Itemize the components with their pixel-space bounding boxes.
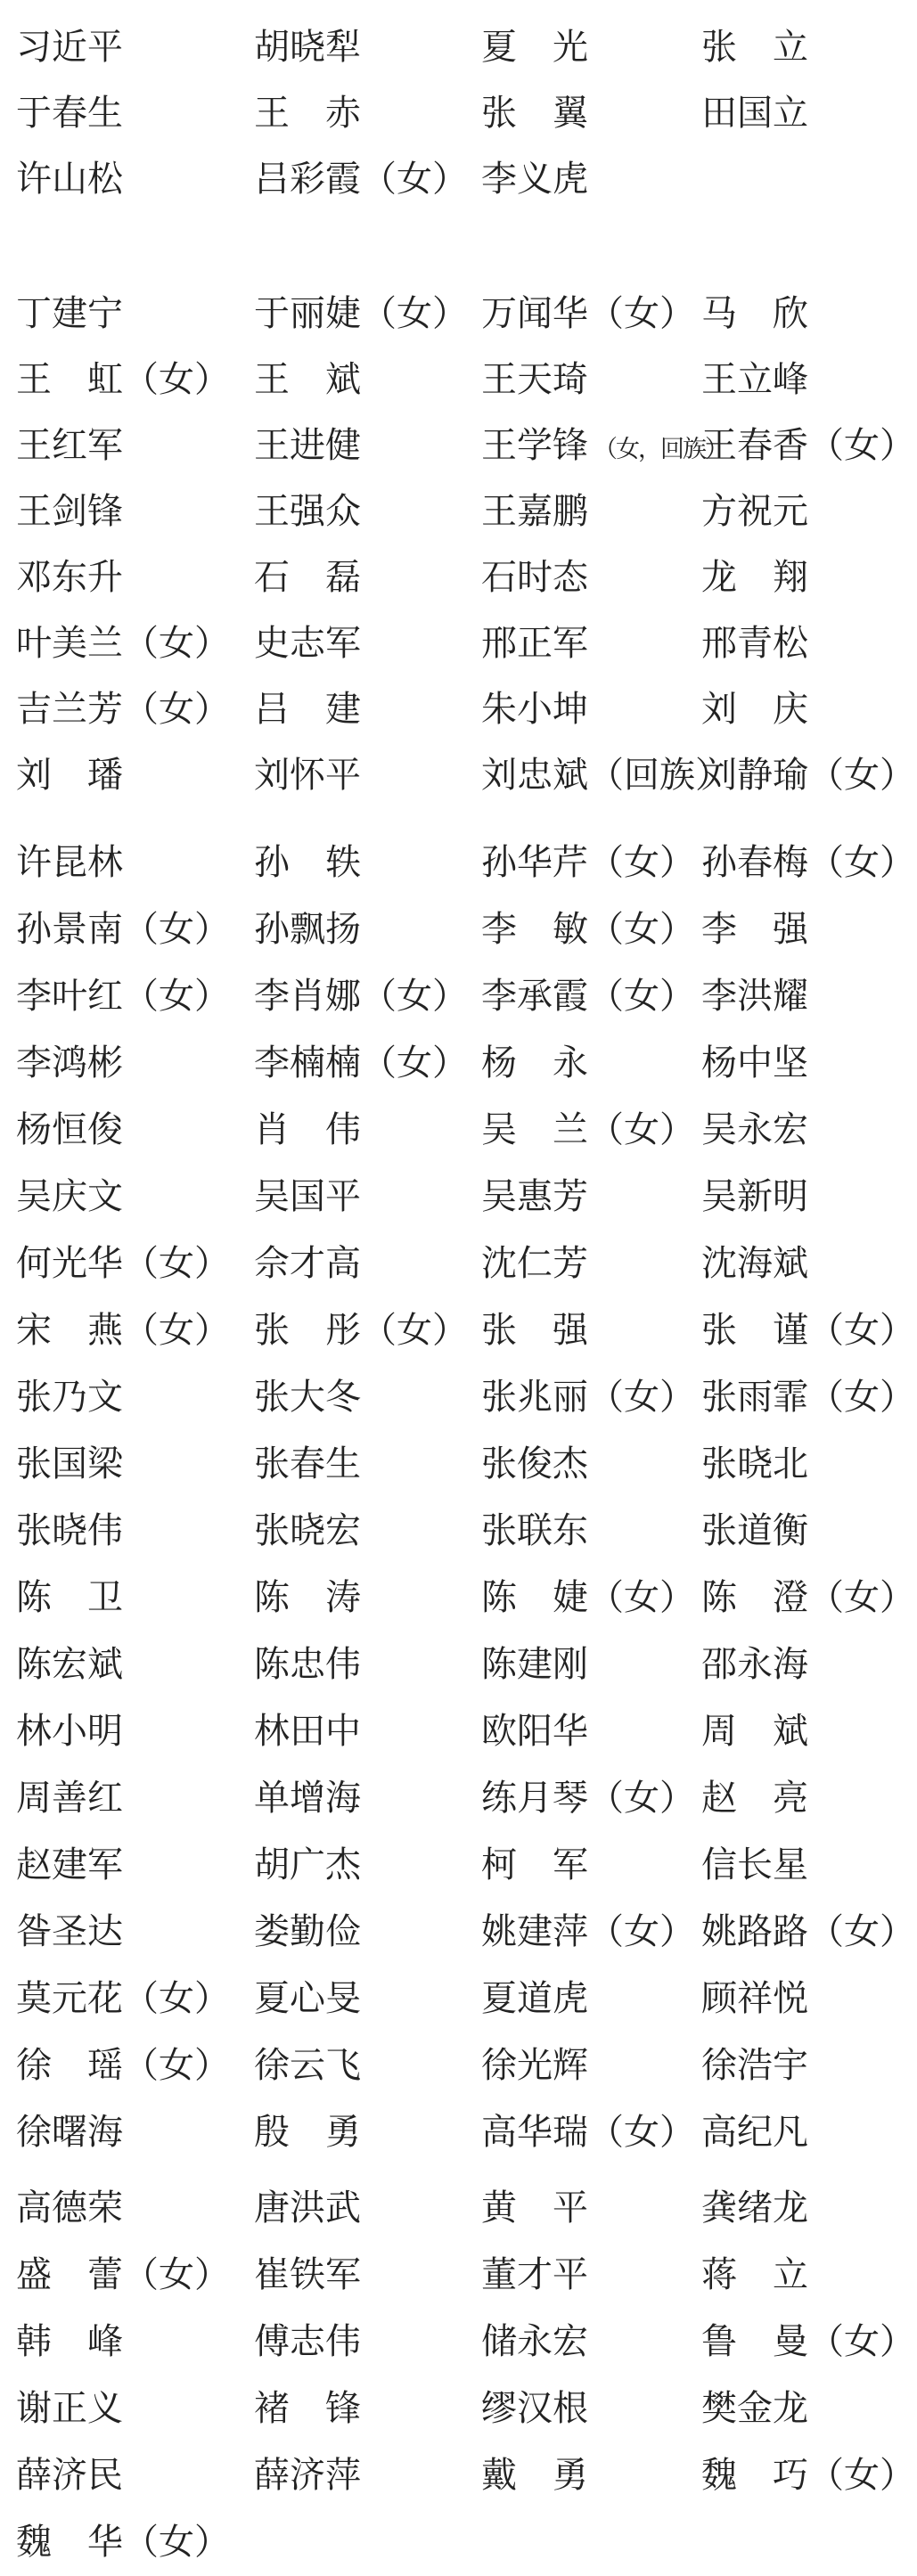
- name-cell: 夏心旻: [254, 1977, 361, 2018]
- name-cell: 沈海斌: [701, 1242, 808, 1283]
- name-row: [0, 1697, 917, 1764]
- name-cell: 练月琴（女）: [481, 1777, 695, 1818]
- name-cell: 吴永宏: [701, 1108, 808, 1149]
- name-cell: 缪汉根: [481, 2387, 588, 2428]
- name-cell: 殷 勇: [254, 2111, 361, 2152]
- name-row: [0, 962, 917, 1029]
- name-cell: 胡广杰: [254, 1844, 361, 1885]
- name-cell: 李承霞（女）: [481, 975, 695, 1016]
- name-cell: 薛济萍: [254, 2454, 361, 2495]
- name-cell: 薛济民: [16, 2454, 123, 2495]
- name-cell: 丁建宁: [16, 293, 123, 333]
- name-cell: 田国立: [701, 93, 808, 133]
- name-cell: 谢正义: [16, 2387, 123, 2428]
- name-cell: 张道衡: [701, 1509, 808, 1550]
- name-cell: 张 彤（女）: [254, 1309, 468, 1350]
- name-row: [0, 413, 917, 478]
- name-cell: 吴 兰（女）: [481, 1108, 695, 1149]
- name-row: [0, 2308, 917, 2375]
- name-cell: 陈忠伟: [254, 1643, 361, 1684]
- name-cell: 李义虎: [481, 159, 588, 199]
- name-cell: 马 欣: [701, 293, 808, 333]
- name-cell: 王天琦: [481, 359, 588, 399]
- name-cell: 姚建萍（女）: [481, 1910, 695, 1951]
- name-cell: 黄 平: [481, 2187, 588, 2228]
- person-name: 王学锋: [481, 425, 588, 465]
- name-row: [0, 1296, 917, 1363]
- name-cell: 孙飘扬: [254, 908, 361, 949]
- name-cell: 王春香（女）: [701, 425, 915, 465]
- name-cell: 杨中坚: [701, 1042, 808, 1083]
- name-cell: 欧阳华: [481, 1710, 588, 1751]
- name-row: [0, 544, 917, 610]
- name-cell: 赵建军: [16, 1844, 123, 1885]
- name-row: [0, 1965, 917, 2032]
- name-cell: 胡晓犁: [254, 27, 361, 67]
- name-cell: 单增海: [254, 1777, 361, 1818]
- name-row: [0, 2508, 917, 2575]
- name-cell: 鲁 曼（女）: [701, 2320, 915, 2361]
- name-row: [0, 2241, 917, 2308]
- name-cell: 邵永海: [701, 1643, 808, 1684]
- name-cell: 陈宏斌: [16, 1643, 123, 1684]
- name-cell: 张兆丽（女）: [481, 1376, 695, 1417]
- name-row: [0, 1363, 917, 1430]
- name-cell: 沈仁芳: [481, 1242, 588, 1283]
- name-cell: 许昆林: [16, 841, 123, 882]
- name-cell: 王 虹（女）: [16, 359, 230, 399]
- name-row: [0, 1898, 917, 1965]
- name-row: [0, 610, 917, 676]
- name-cell: 邢正军: [481, 623, 588, 663]
- name-cell: 徐浩宇: [701, 2044, 808, 2085]
- name-cell: 张俊杰: [481, 1443, 588, 1484]
- name-cell: 娄勤俭: [254, 1910, 361, 1951]
- name-cell: [481, 425, 727, 465]
- name-row: [0, 80, 917, 146]
- name-section-3: [0, 829, 917, 2165]
- name-cell: 王剑锋: [16, 491, 123, 531]
- name-section-4: [0, 2174, 917, 2575]
- name-cell: 杨恒俊: [16, 1108, 123, 1149]
- name-row: [0, 1163, 917, 1230]
- name-cell: 徐云飞: [254, 2044, 361, 2085]
- name-cell: 张乃文: [16, 1376, 123, 1417]
- name-row: [0, 1430, 917, 1497]
- name-cell: 徐曙海: [16, 2111, 123, 2152]
- name-cell: 王立峰: [701, 359, 808, 399]
- name-cell: 王 斌: [254, 359, 361, 399]
- name-cell: 陈 卫: [16, 1576, 123, 1617]
- name-cell: 魏 华（女）: [16, 2521, 230, 2562]
- name-cell: 顾祥悦: [701, 1977, 808, 2018]
- name-cell: 褚 锋: [254, 2387, 361, 2428]
- name-cell: 林田中: [254, 1710, 361, 1751]
- name-cell: 邢青松: [701, 623, 808, 663]
- name-cell: 张 翼: [481, 93, 588, 133]
- name-cell: 徐光辉: [481, 2044, 588, 2085]
- name-cell: 张大冬: [254, 1376, 361, 1417]
- name-cell: 徐 瑶（女）: [16, 2044, 230, 2085]
- gender-ethnic-note: （女，回族）: [594, 436, 727, 462]
- name-cell: 陈 澄（女）: [701, 1576, 915, 1617]
- name-cell: 姚路路（女）: [701, 1910, 915, 1951]
- name-row: [0, 2174, 917, 2241]
- name-cell: 董才平: [481, 2253, 588, 2294]
- name-cell: 孙春梅（女）: [701, 841, 915, 882]
- name-cell: 樊金龙: [701, 2387, 808, 2428]
- name-cell: 刘怀平: [254, 755, 361, 795]
- name-row: [0, 2098, 917, 2165]
- name-cell: 杨 永: [481, 1042, 588, 1083]
- name-cell: 李楠楠（女）: [254, 1042, 468, 1083]
- name-cell: 吴国平: [254, 1175, 361, 1216]
- name-cell: 夏道虎: [481, 1977, 588, 2018]
- name-cell: 史志军: [254, 623, 361, 663]
- name-cell: 信长星: [701, 1844, 808, 1885]
- name-cell: 许山松: [16, 159, 123, 199]
- name-cell: 高华瑞（女）: [481, 2111, 695, 2152]
- name-cell: 储永宏: [481, 2320, 588, 2361]
- name-cell: 高德荣: [16, 2187, 123, 2228]
- name-cell: 邓东升: [16, 557, 123, 597]
- name-cell: 何光华（女）: [16, 1242, 230, 1283]
- name-cell: 吉兰芳（女）: [16, 689, 230, 729]
- name-cell: 吕 建: [254, 689, 361, 729]
- name-cell: 高纪凡: [701, 2111, 808, 2152]
- name-cell: 万闻华（女）: [481, 293, 695, 333]
- name-cell: 肖 伟: [254, 1108, 361, 1149]
- name-row: [0, 146, 917, 212]
- name-cell: 崔铁军: [254, 2253, 361, 2294]
- name-cell: 李 敏（女）: [481, 908, 695, 949]
- name-cell: 刘 璠: [16, 755, 123, 795]
- name-section-2: [0, 281, 917, 808]
- name-section-1: [0, 0, 917, 212]
- name-cell: 孙 轶: [254, 841, 361, 882]
- name-cell: 吴惠芳: [481, 1175, 588, 1216]
- name-cell: 吴庆文: [16, 1175, 123, 1216]
- name-cell: 刘静瑜（女）: [701, 755, 915, 795]
- name-cell: 李肖娜（女）: [254, 975, 468, 1016]
- name-cell: 张 谨（女）: [701, 1309, 915, 1350]
- name-cell: 夏 光: [481, 27, 588, 67]
- name-row: [0, 1764, 917, 1831]
- name-cell: 张 立: [701, 27, 808, 67]
- name-cell: 傅志伟: [254, 2320, 361, 2361]
- name-row: [0, 1831, 917, 1898]
- name-cell: 唐洪武: [254, 2187, 361, 2228]
- name-row: [0, 829, 917, 895]
- name-cell: 魏 巧（女）: [701, 2454, 915, 2495]
- name-cell: 李鸿彬: [16, 1042, 123, 1083]
- name-cell: 盛 蕾（女）: [16, 2253, 230, 2294]
- name-cell: 吕彩霞（女）: [254, 159, 468, 199]
- name-cell: 王强众: [254, 491, 361, 531]
- name-cell: 于丽婕（女）: [254, 293, 468, 333]
- name-row: [0, 1497, 917, 1564]
- name-row: [0, 2032, 917, 2098]
- name-cell: 于春生: [16, 93, 123, 133]
- name-cell: 孙华芹（女）: [481, 841, 695, 882]
- name-cell: 王嘉鹏: [481, 491, 588, 531]
- name-cell: 龚绪龙: [701, 2187, 808, 2228]
- name-cell: 李洪耀: [701, 975, 808, 1016]
- name-cell: 张国梁: [16, 1443, 123, 1484]
- name-cell: 张晓宏: [254, 1509, 361, 1550]
- name-row: [0, 281, 917, 347]
- name-row: [0, 1230, 917, 1296]
- name-cell: 莫元花（女）: [16, 1977, 230, 2018]
- name-cell: 周善红: [16, 1777, 123, 1818]
- name-cell: 叶美兰（女）: [16, 623, 230, 663]
- name-cell: 赵 亮: [701, 1777, 808, 1818]
- name-row: [0, 14, 917, 80]
- name-row: [0, 347, 917, 413]
- name-row: [0, 895, 917, 962]
- name-cell: 张春生: [254, 1443, 361, 1484]
- name-cell: 朱小坤: [481, 689, 588, 729]
- name-row: [0, 478, 917, 544]
- name-cell: 林小明: [16, 1710, 123, 1751]
- name-cell: 陈建刚: [481, 1643, 588, 1684]
- name-cell: 宋 燕（女）: [16, 1309, 230, 1350]
- name-cell: 王进健: [254, 425, 361, 465]
- name-cell: 刘忠斌（回族）: [481, 755, 731, 795]
- name-cell: 李 强: [701, 908, 808, 949]
- name-row: [0, 1029, 917, 1096]
- name-row: [0, 1096, 917, 1163]
- name-cell: 石 磊: [254, 557, 361, 597]
- name-cell: 戴 勇: [481, 2454, 588, 2495]
- name-cell: 韩 峰: [16, 2320, 123, 2361]
- name-cell: 周 斌: [701, 1710, 808, 1751]
- name-cell: 李叶红（女）: [16, 975, 230, 1016]
- name-row: [0, 742, 917, 808]
- name-cell: 蒋 立: [701, 2253, 808, 2294]
- name-cell: 吴新明: [701, 1175, 808, 1216]
- name-cell: 陈 婕（女）: [481, 1576, 695, 1617]
- name-cell: 习近平: [16, 27, 123, 67]
- name-cell: 龙 翔: [701, 557, 808, 597]
- name-row: [0, 2375, 917, 2441]
- name-cell: 方祝元: [701, 491, 808, 531]
- name-row: [0, 2441, 917, 2508]
- name-cell: 孙景南（女）: [16, 908, 230, 949]
- name-cell: 石时态: [481, 557, 588, 597]
- name-cell: 柯 军: [481, 1844, 588, 1885]
- name-cell: 佘才高: [254, 1242, 361, 1283]
- name-cell: 张晓北: [701, 1443, 808, 1484]
- name-row: [0, 1564, 917, 1631]
- name-cell: 张晓伟: [16, 1509, 123, 1550]
- name-row: [0, 1631, 917, 1697]
- name-cell: 张 强: [481, 1309, 588, 1350]
- name-cell: 张联东: [481, 1509, 588, 1550]
- name-cell: 昝圣达: [16, 1910, 123, 1951]
- name-cell: 王红军: [16, 425, 123, 465]
- name-cell: 刘 庆: [701, 689, 808, 729]
- name-cell: 张雨霏（女）: [701, 1376, 915, 1417]
- name-cell: 陈 涛: [254, 1576, 361, 1617]
- name-cell: 王 赤: [254, 93, 361, 133]
- name-row: [0, 676, 917, 742]
